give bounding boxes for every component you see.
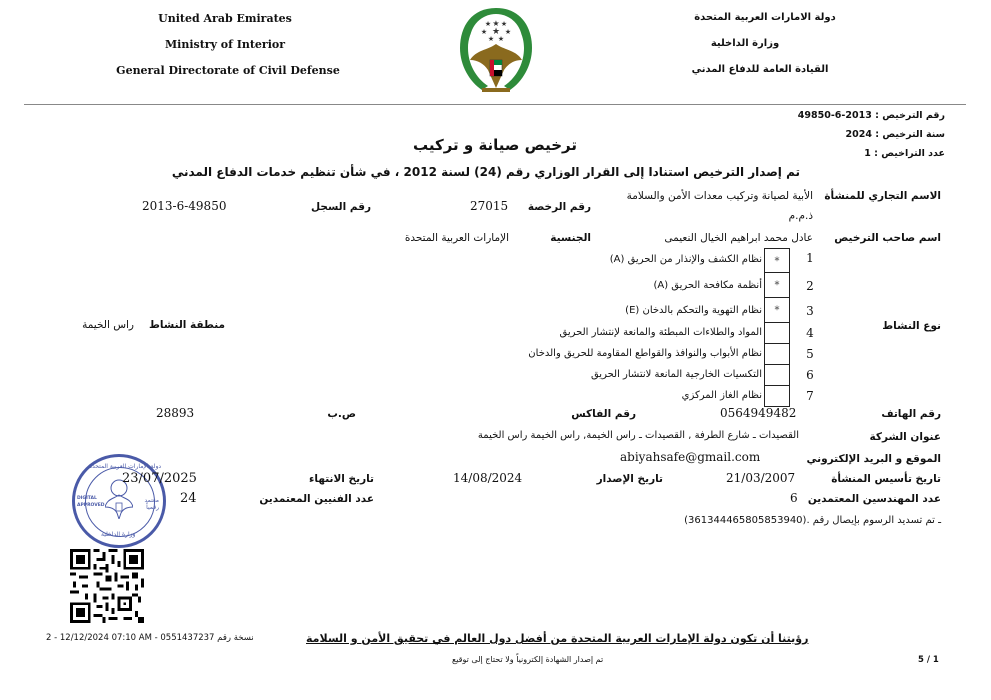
- activity-area-value: راس الخيمة: [82, 319, 134, 331]
- registry-number-label: رقم السجل: [311, 201, 371, 213]
- technicians-label: عدد الفنيين المعتمدين: [259, 493, 374, 505]
- nationality-value: الإمارات العربية المتحدة: [404, 232, 509, 244]
- activity-number: 1: [806, 251, 814, 265]
- page-title: ترخيص صيانة و تركيب: [412, 136, 578, 154]
- license-count-meta: عدد التراخيص : 1: [864, 148, 945, 159]
- license-number-label: رقم الرخصة: [527, 201, 591, 213]
- expiry-date-label: تاريخ الانتهاء: [309, 473, 374, 485]
- page-number: 5 / 1: [918, 655, 939, 665]
- stamp-right-text: معتمد رقمياً: [144, 497, 159, 511]
- moi-eagle-emblem-icon: [452, 4, 540, 96]
- svg-text:★: ★: [480, 28, 488, 36]
- address-label: عنوان الشركة: [869, 431, 941, 443]
- activities-list: [500, 248, 820, 407]
- technicians-value: 24: [180, 491, 197, 506]
- copy-info: [46, 633, 254, 643]
- activity-row: [500, 298, 820, 323]
- qr-code-icon[interactable]: [70, 549, 144, 623]
- license-number-value: 27015: [470, 199, 509, 213]
- digital-approved-stamp: [72, 454, 166, 548]
- stamp-bottom-text: وزارة الداخلية: [101, 531, 136, 538]
- address-value: القصيدات ـ شارع الطرفة , القصيدات ـ راس الخيمة, راس الخيمة راس الخيمة: [477, 430, 799, 441]
- activity-number: 4: [806, 326, 814, 340]
- license-number-meta: رقم الترخيص : 2013-6-49850: [797, 110, 945, 121]
- svg-text:★: ★: [484, 20, 492, 28]
- activity-checkbox: [764, 386, 790, 407]
- header-ar-country: دولة الامارات العربية المتحدة: [694, 12, 836, 23]
- fax-label: رقم الفاكس: [571, 408, 636, 420]
- issue-date-value: 14/08/2024: [453, 471, 523, 485]
- activity-row: [500, 323, 820, 344]
- activity-row: [500, 344, 820, 365]
- header-en-ministry: Ministry of Interior: [164, 38, 286, 51]
- fee-note: ـ تم تسديد الرسوم بإيصال رقم .(361344465805853940): [684, 515, 941, 526]
- stamp-left-text: DIGITAL APPROVED: [77, 496, 105, 508]
- activity-text: نظام التهوية والتحكم بالدخان (E): [625, 305, 762, 316]
- header-en-country: United Arab Emirates: [158, 12, 292, 25]
- nationality-label: الجنسية: [550, 232, 591, 244]
- activity-checkbox: *: [764, 248, 790, 273]
- activity-row: [500, 273, 820, 298]
- activity-text: أنظمة مكافحة الحريق (A): [653, 280, 762, 291]
- established-value: 21/03/2007: [726, 471, 796, 485]
- activity-checkbox: [764, 344, 790, 365]
- activity-type-label: نوع النشاط: [882, 320, 941, 332]
- trade-name-value: الأبية لصيانة وتركيب معدات الأمن والسلامة: [626, 190, 813, 202]
- activity-number: 3: [806, 304, 814, 318]
- svg-text:★: ★: [492, 19, 500, 28]
- svg-text:★: ★: [504, 28, 512, 36]
- svg-text:★: ★: [500, 20, 508, 28]
- po-box-value: 28893: [156, 406, 195, 420]
- activity-checkbox: *: [764, 298, 790, 323]
- header-ar-ministry: وزارة الداخلية: [710, 38, 780, 49]
- activity-text: المواد والطلاءات المبطئة والمانعة لإنتشار الحريق: [559, 327, 762, 338]
- activity-number: 2: [806, 279, 814, 293]
- svg-text:★: ★: [497, 35, 505, 43]
- engineers-value: 6: [790, 491, 798, 505]
- po-box-label: ص.ب: [327, 408, 356, 420]
- page-subtitle: تم إصدار الترخيص استنادا إلى القرار الوزاري رقم (24) لسنة 2012 ، في شأن تنظيم خدمات الدفاع المدني: [171, 165, 800, 179]
- svg-text:★: ★: [487, 35, 495, 43]
- activity-row: [500, 248, 820, 273]
- email-value: abiyahsafe@gmail.com: [620, 450, 761, 464]
- activity-text: نظام الغاز المركزي: [681, 390, 762, 401]
- owner-label: اسم صاحب الترخيص: [834, 232, 941, 244]
- activity-row: [500, 386, 820, 407]
- activity-checkbox: *: [764, 273, 790, 298]
- expiry-date-value: 23/07/2025: [122, 471, 197, 486]
- activity-row: [500, 365, 820, 386]
- activity-number: 5: [806, 347, 814, 361]
- activity-checkbox: [764, 323, 790, 344]
- vision-statement: رؤيتنا أن تكون دولة الإمارات العربية المتحدة من أفضل دول العالم في تحقيق الأمن و السلامة: [306, 632, 809, 645]
- header-ar-directorate: القيادة العامة للدفاع المدني: [691, 64, 829, 75]
- header-divider: [24, 104, 966, 105]
- trade-name-suffix: ذ.م.م: [788, 210, 813, 222]
- trade-name-label: الاسم التجاري للمنشأة: [824, 190, 941, 202]
- svg-text:★: ★: [491, 27, 501, 37]
- phone-value: 0564949482: [720, 406, 797, 420]
- registry-number-value: 2013-6-49850: [142, 199, 227, 213]
- activity-number: 6: [806, 368, 814, 382]
- established-label: تاريخ تأسيس المنشأة: [831, 473, 941, 485]
- activity-text: التكسيات الخارجية المانعة لانتشار الحريق: [590, 369, 762, 380]
- engineers-label: عدد المهندسين المعتمدين: [807, 493, 941, 505]
- stamp-top-text: دولة الإمارات العربية المتحدة: [89, 463, 162, 470]
- header-en-directorate: General Directorate of Civil Defense: [116, 64, 340, 77]
- license-year-meta: سنة الترخيص : 2024: [845, 129, 945, 140]
- copy-info-label: نسخة رقم: [217, 633, 254, 643]
- activity-number: 7: [806, 389, 814, 403]
- phone-label: رقم الهاتف: [881, 408, 941, 420]
- issue-date-label: تاريخ الإصدار: [596, 473, 663, 485]
- electronic-issue-note: تم إصدار الشهادة إلكترونياً ولا تحتاج إلى توقيع: [452, 655, 604, 664]
- activity-area-label: منطقة النشاط: [149, 319, 225, 331]
- email-label: الموقع و البريد الإلكتروني: [806, 453, 941, 465]
- copy-info-value: 2 - 12/12/2024 07:10 AM - 0551437237: [46, 633, 215, 643]
- activity-text: نظام الأبواب والنوافذ والقواطع المقاومة للحريق والدخان: [528, 348, 762, 359]
- owner-value: عادل محمد ابراهيم الخيال النعيمى: [664, 232, 813, 244]
- activity-text: نظام الكشف والإنذار من الحريق (A): [609, 254, 762, 265]
- activity-checkbox: [764, 365, 790, 386]
